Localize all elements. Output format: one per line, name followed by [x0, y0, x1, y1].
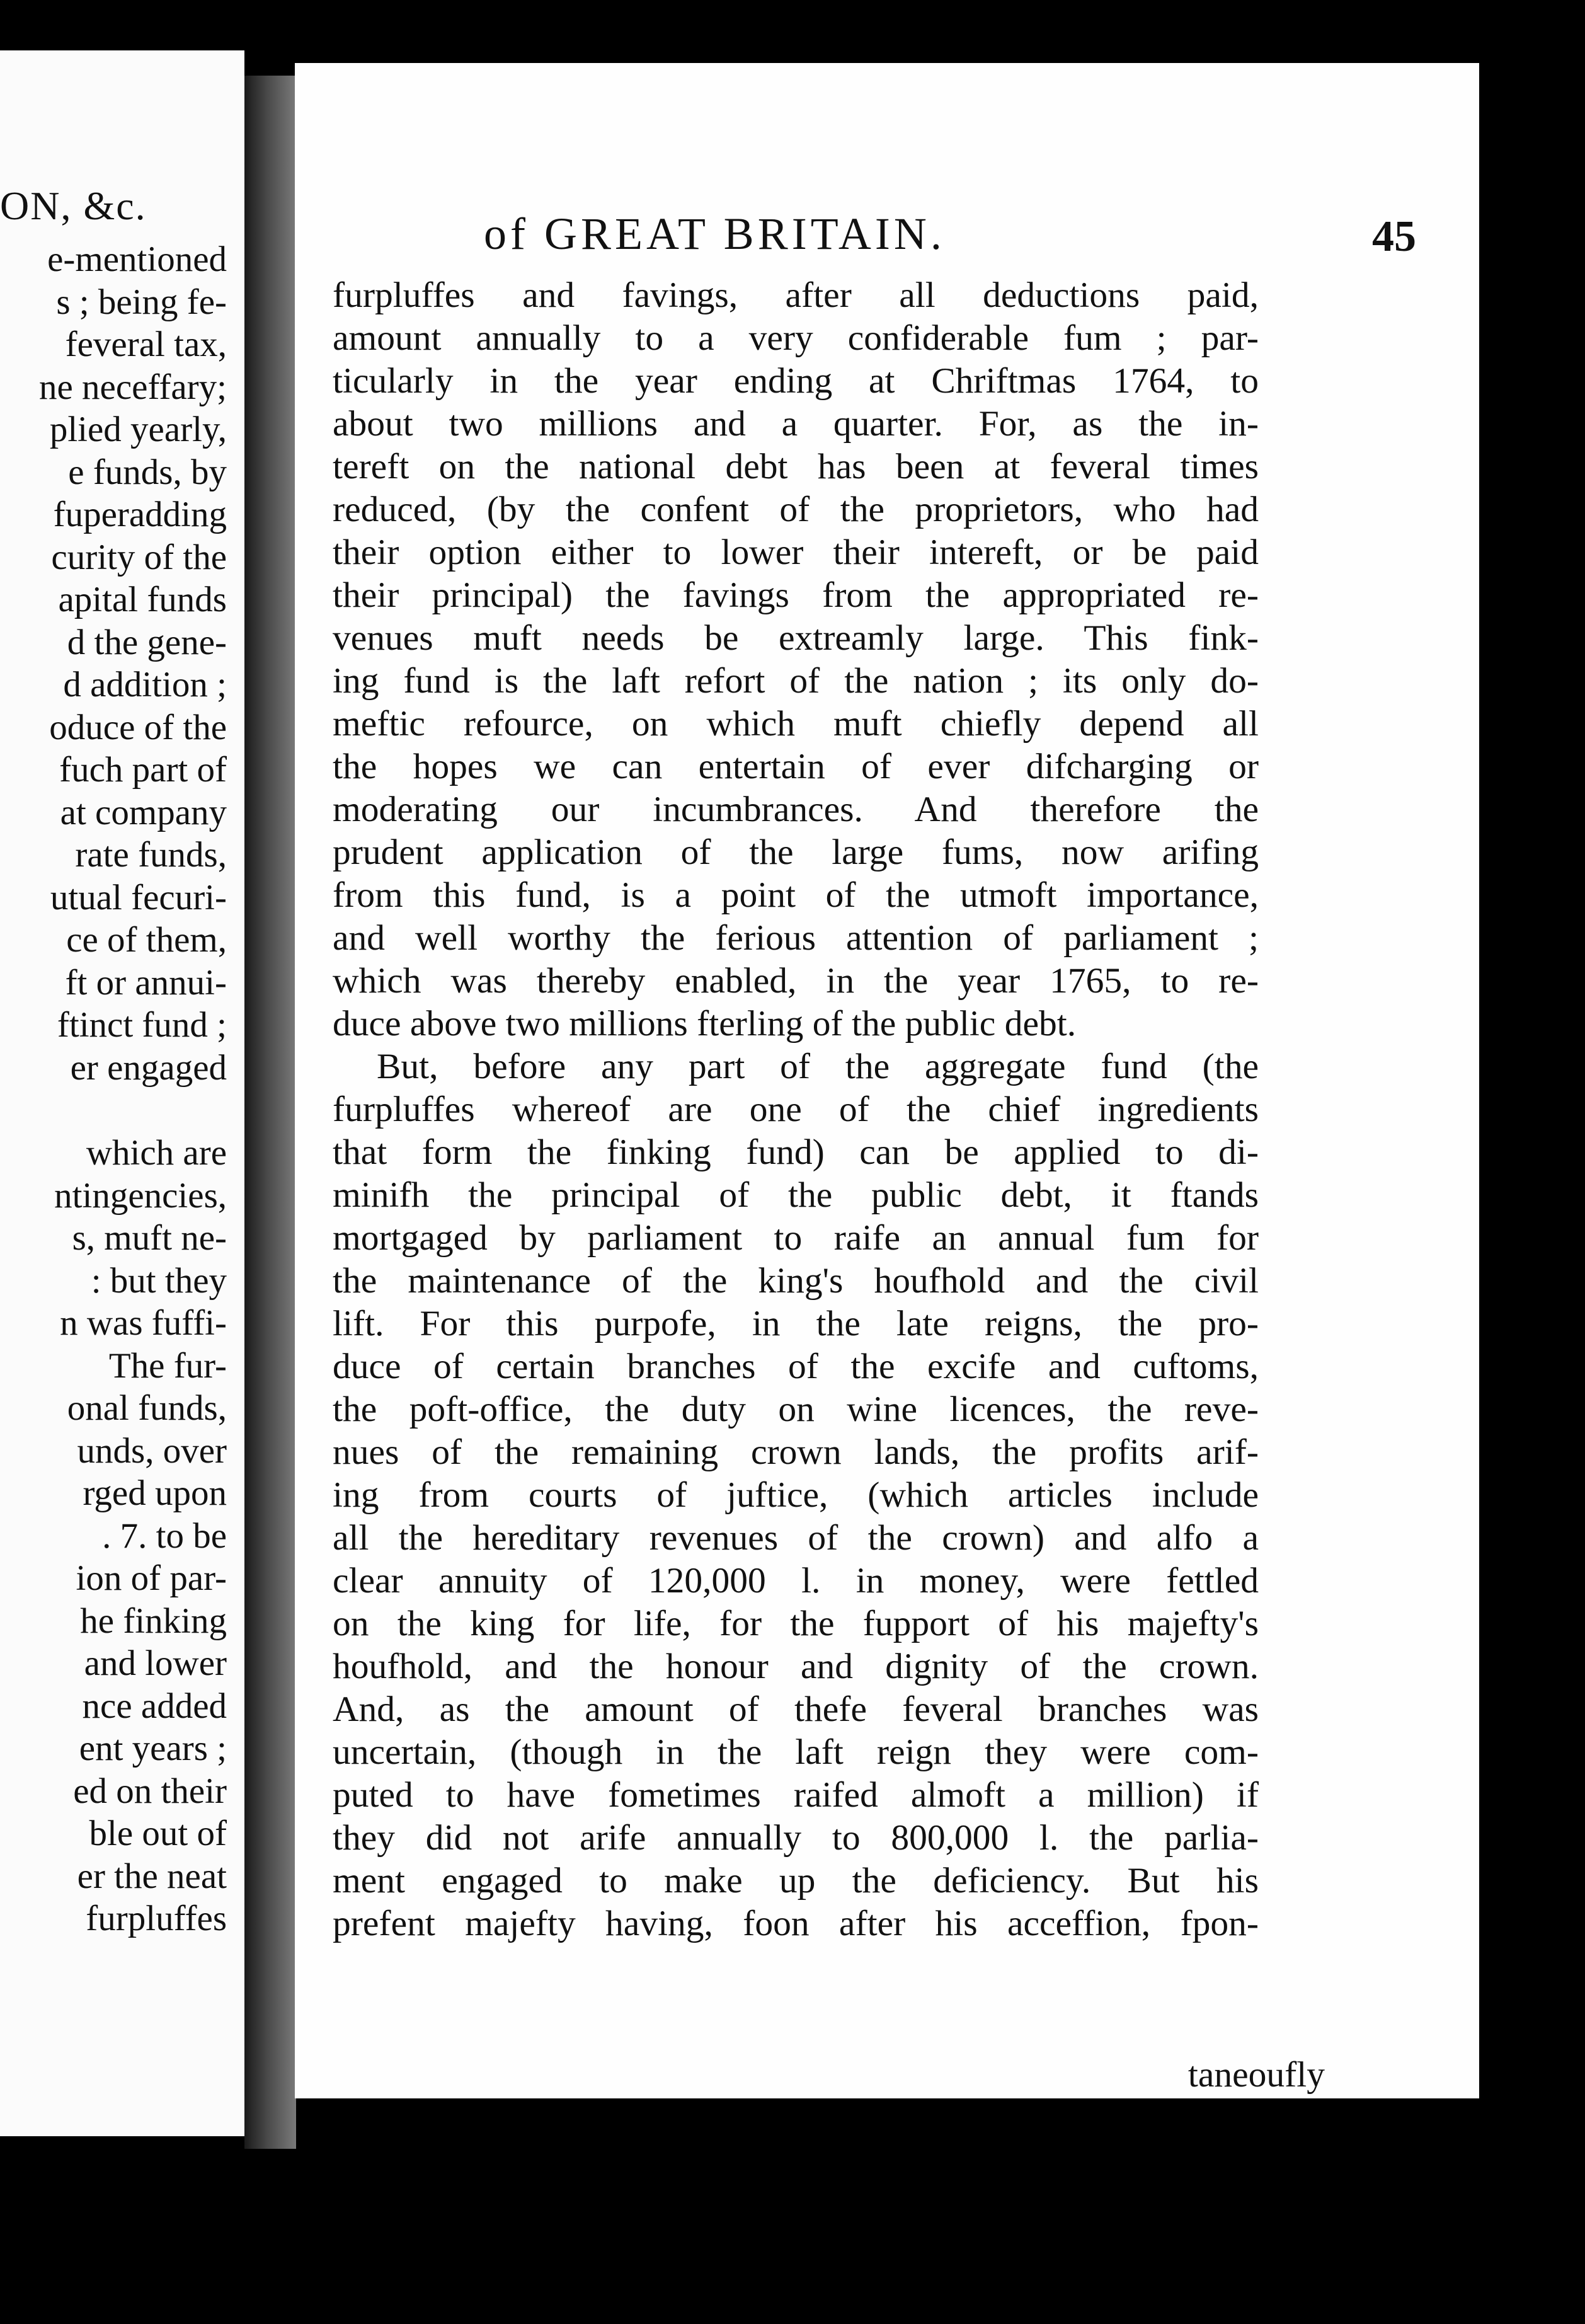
text-line: the maintenance of the king's houfhold and the civil: [333, 1261, 1259, 1301]
running-header: [484, 208, 1416, 265]
text-line: minifh the principal of the public debt, it ftands: [333, 1175, 1259, 1215]
text-line: furpluffes and favings, after all deductions paid,: [333, 275, 1259, 315]
text-line: prefent majefty having, foon after his acceffion, fpon-: [333, 1904, 1259, 1943]
left-text-line: ed on their: [73, 1771, 227, 1811]
header-title: of GREAT BRITAIN.: [484, 209, 946, 259]
left-text-line: e funds, by: [68, 452, 227, 492]
left-text-line: : but they: [91, 1260, 227, 1301]
left-text-line: d the gene-: [67, 622, 227, 662]
text-line: amount annually to a very confiderable fum ; par-: [333, 318, 1259, 358]
book-gutter: [244, 76, 296, 2149]
text-line: meftic refource, on which muft chiefly depend all: [333, 704, 1259, 744]
left-text-line: e-mentioned: [47, 239, 227, 279]
text-line: venues muft needs be extreamly large. This fink-: [333, 618, 1259, 658]
left-text-line: he finking: [80, 1601, 227, 1641]
left-text-line: onal funds,: [67, 1388, 227, 1428]
left-text-line: d addition ;: [63, 665, 227, 705]
text-line: But, before any part of the aggregate fund (the: [377, 1047, 1259, 1086]
left-text-line: rged upon: [83, 1473, 227, 1513]
left-text-line: ft or annui-: [65, 962, 227, 1003]
left-text-line: which are: [86, 1133, 227, 1173]
text-line: moderating our incumbrances. And therefore the: [333, 790, 1259, 829]
left-text-line: ce of them,: [66, 920, 227, 960]
text-line: houfhold, and the honour and dignity of the crown.: [333, 1647, 1259, 1686]
paragraph-1: [333, 274, 1259, 1045]
left-text-line: ent years ;: [79, 1729, 227, 1768]
text-line: ing from courts of juftice, (which articles include: [333, 1475, 1259, 1515]
page-number: 45: [1372, 212, 1416, 261]
text-line: they did not arife annually to 800,000 l. the parlia-: [333, 1818, 1259, 1858]
text-line: their option either to lower their intereft, or be paid: [333, 532, 1259, 572]
left-page-header: ON, &c.: [0, 183, 147, 228]
text-line: that form the finking fund) can be applied to di-: [333, 1132, 1259, 1172]
text-line: from this fund, is a point of the utmoft importance,: [333, 875, 1259, 915]
left-text-line: er engaged: [70, 1047, 227, 1088]
catchword: taneoufly: [1187, 2055, 1325, 2095]
text-line: about two millions and a quarter. For, as the in-: [333, 404, 1259, 444]
text-line: duce above two millions fterling of the public debt.: [333, 1004, 1077, 1044]
right-page: [295, 63, 1479, 2098]
text-line: duce of certain branches of the excife and cuftoms,: [333, 1347, 1259, 1386]
text-line: mortgaged by parliament to raife an annual fum for: [333, 1218, 1259, 1258]
text-line: the poft-office, the duty on wine licences, the reve-: [333, 1389, 1259, 1429]
left-page-text: [0, 238, 227, 1940]
text-line: all the hereditary revenues of the crown) and alfo a: [333, 1518, 1259, 1558]
left-text-line: [0, 1089, 227, 1132]
text-line: And, as the amount of thefe feveral branches was: [333, 1689, 1259, 1729]
left-text-line: n was fuffi-: [60, 1303, 227, 1343]
left-text-line: s ; being fe-: [56, 282, 227, 322]
left-text-line: ntingencies,: [54, 1175, 227, 1216]
text-line: lift. For this purpofe, in the late reigns, the pro-: [333, 1304, 1259, 1343]
text-line: which was thereby enabled, in the year 1765, to re-: [333, 961, 1259, 1001]
left-text-line: at company: [60, 792, 227, 832]
left-text-line: . 7. to be: [102, 1516, 227, 1556]
text-line: reduced, (by the confent of the proprietors, who had: [333, 490, 1259, 529]
left-text-line: rate funds,: [75, 835, 227, 875]
text-line: ticularly in the year ending at Chriftmas 1764, to: [333, 361, 1259, 401]
text-line: puted to have fometimes raifed almoft a million) if: [333, 1775, 1259, 1815]
left-text-line: fuperadding: [53, 495, 227, 534]
text-line: on the king for life, for the fupport of his majefty's: [333, 1604, 1259, 1643]
text-line: uncertain, (though in the laft reign they were com-: [333, 1732, 1259, 1772]
left-text-line: ble out of: [89, 1814, 227, 1853]
text-line: the hopes we can entertain of ever difcharging or: [333, 747, 1259, 786]
left-text-line: fuch part of: [59, 750, 227, 790]
left-text-line: plied yearly,: [49, 410, 227, 449]
left-text-line: utual fecuri-: [50, 877, 227, 918]
left-text-line: ion of par-: [76, 1558, 227, 1598]
left-text-line: ne neceffary;: [39, 367, 227, 407]
left-text-line: furpluffes: [86, 1899, 227, 1938]
left-text-line: curity of the: [51, 537, 227, 577]
text-line: prudent application of the large fums, now arifing: [333, 832, 1259, 872]
left-text-line: nce added: [82, 1686, 227, 1726]
text-line: ing fund is the laft refort of the nation ; its only do-: [333, 661, 1259, 701]
text-line: furpluffes whereof are one of the chief ingredients: [333, 1090, 1259, 1129]
left-text-line: apital funds: [58, 580, 227, 619]
left-text-line: oduce of the: [49, 707, 227, 747]
left-text-line: ftinct fund ;: [57, 1005, 227, 1045]
left-text-line: The fur-: [108, 1345, 227, 1386]
text-line: clear annuity of 120,000 l. in money, were fettled: [333, 1561, 1259, 1601]
left-text-line: feveral tax,: [65, 325, 227, 364]
paragraph-2: [333, 1045, 1259, 1945]
left-text-line: s, muft ne-: [72, 1218, 227, 1258]
text-line: ment engaged to make up the deficiency. But his: [333, 1861, 1259, 1901]
left-text-line: and lower: [84, 1643, 227, 1683]
text-line: nues of the remaining crown lands, the profits arif-: [333, 1432, 1259, 1472]
text-line: and well worthy the ferious attention of parliament ;: [333, 918, 1259, 958]
text-line: their principal) the favings from the appropriated re-: [333, 575, 1259, 615]
text-line: tereft on the national debt has been at feveral times: [333, 447, 1259, 486]
body-text: [333, 274, 1259, 1945]
left-text-line: er the neat: [77, 1856, 227, 1896]
left-page: [0, 50, 244, 2136]
left-text-line: unds, over: [77, 1430, 227, 1471]
